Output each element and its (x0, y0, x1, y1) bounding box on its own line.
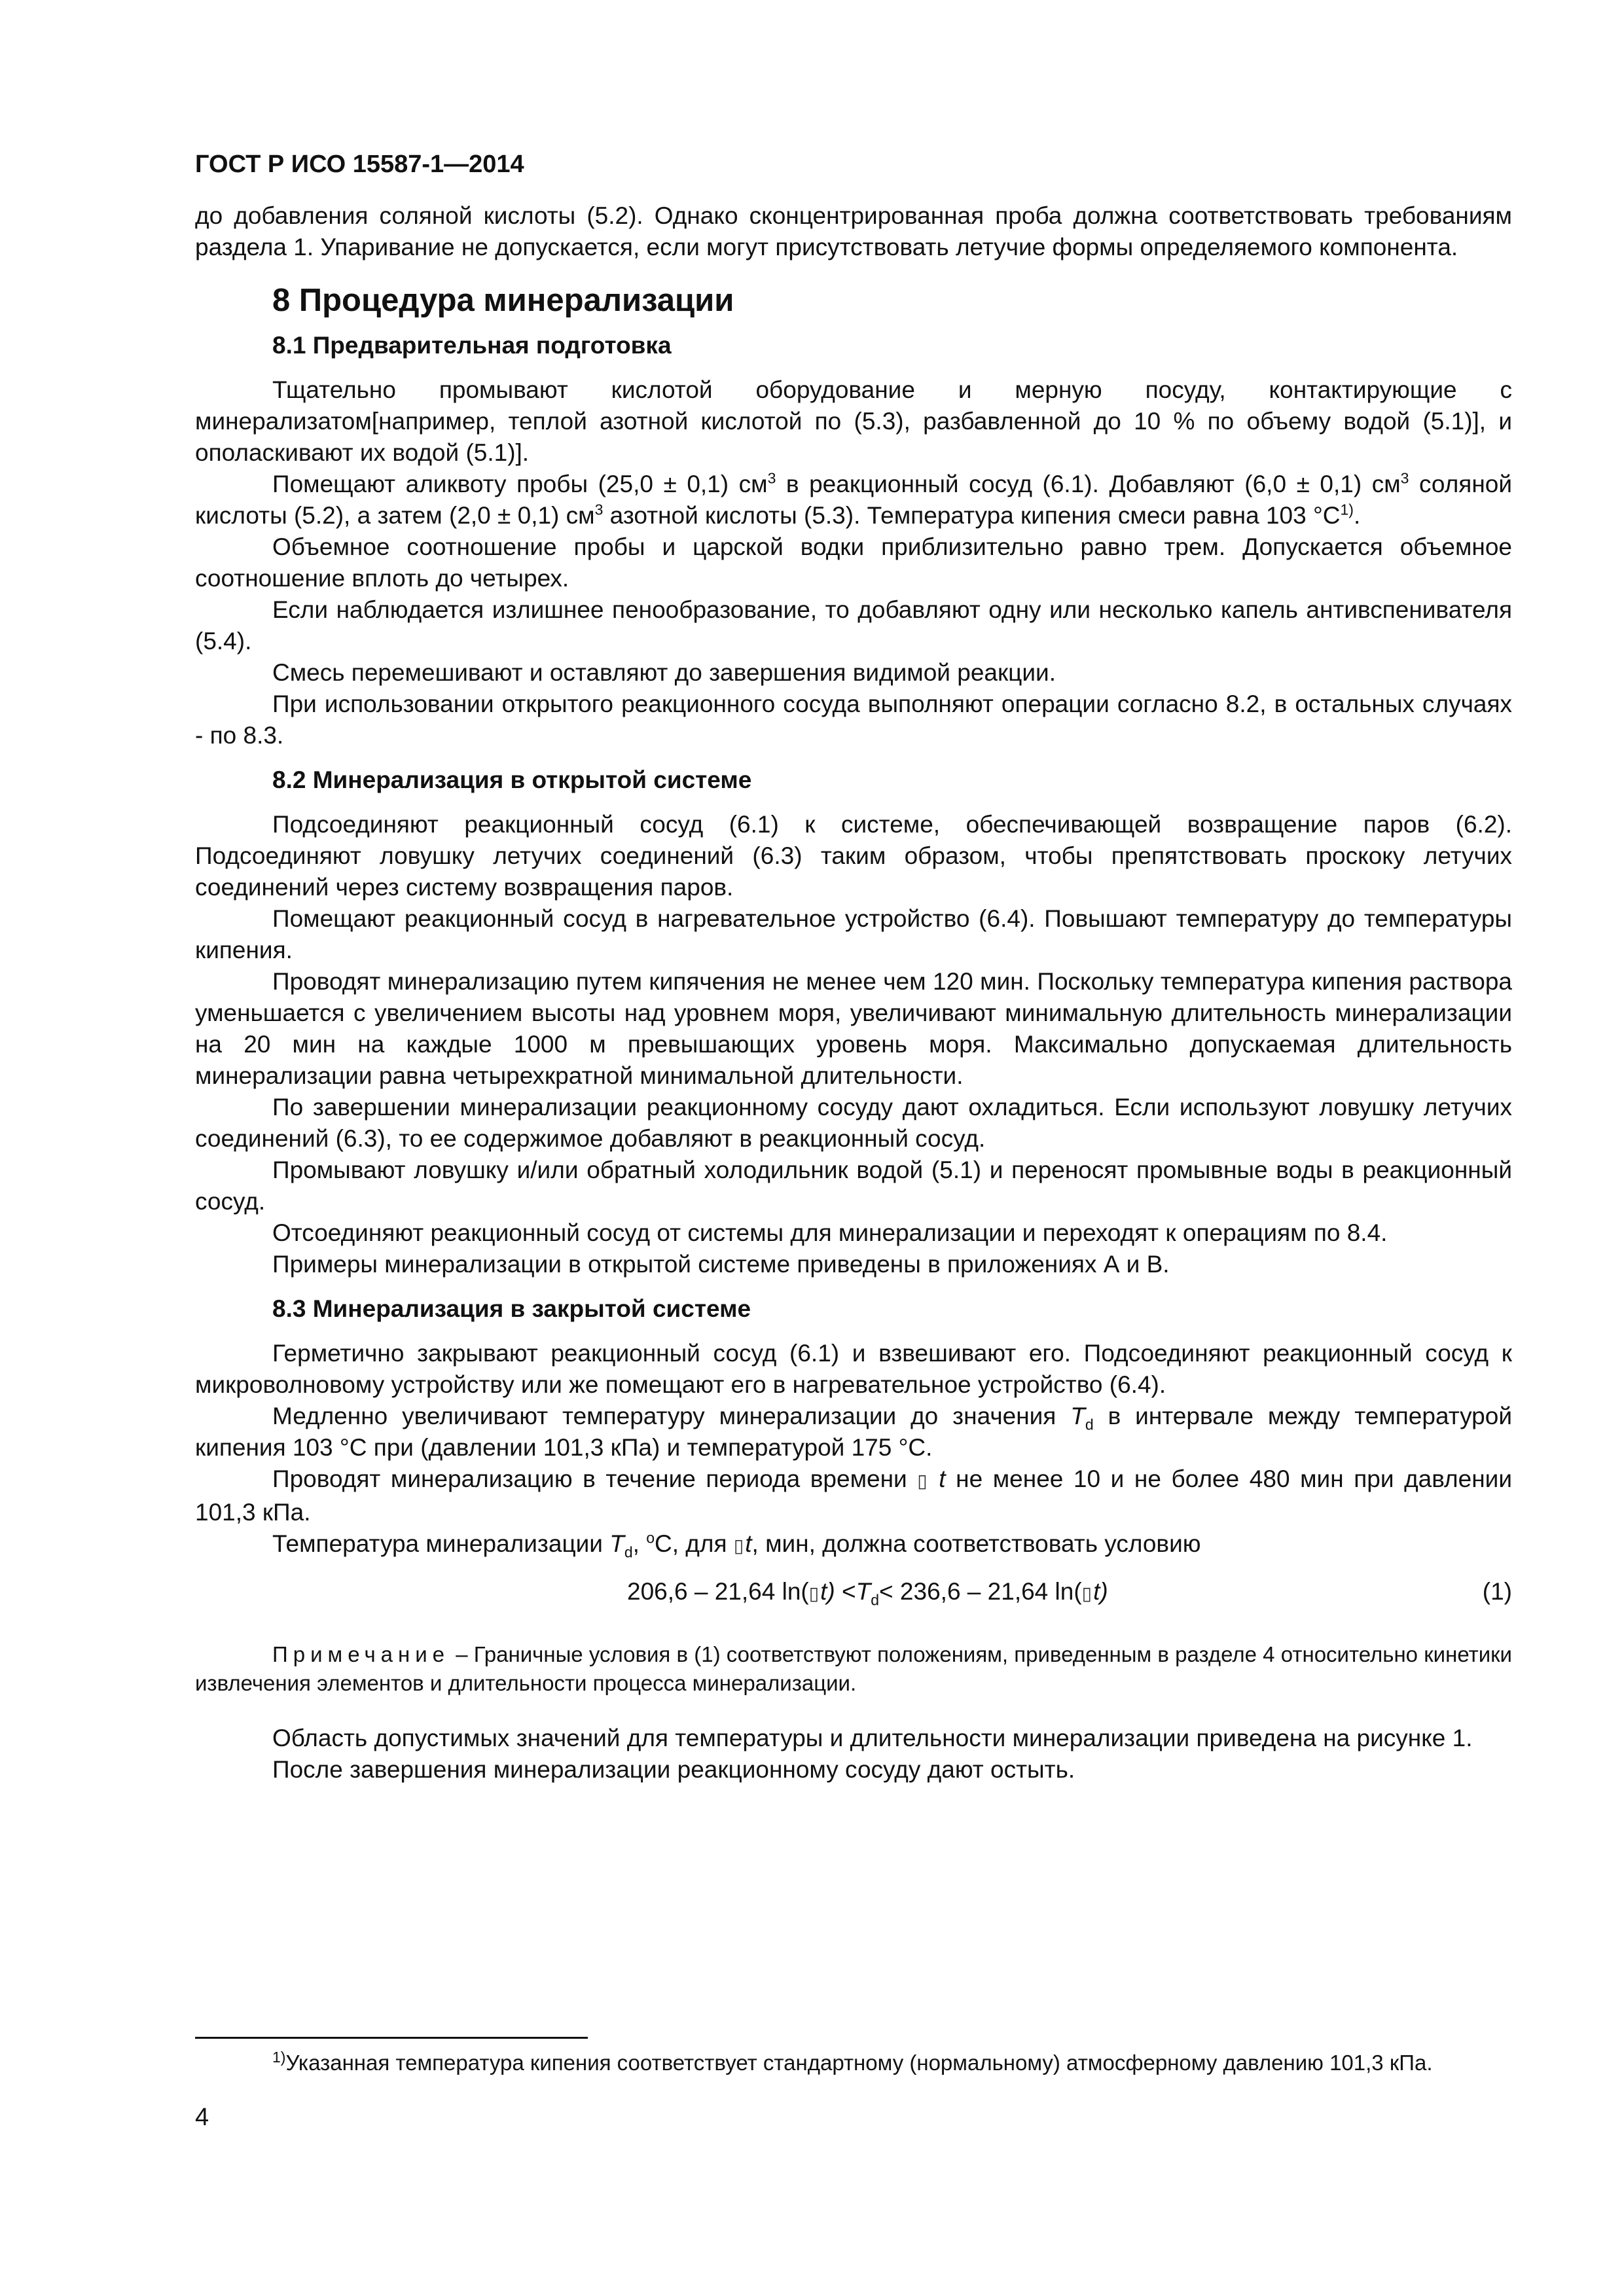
missing-glyph: ▯ (808, 1583, 821, 1604)
paragraph: Смесь перемешивают и оставляют до завершения видимой реакции. (272, 659, 1056, 686)
symbol: T (1070, 1403, 1085, 1429)
paragraph-aliquot (195, 469, 1512, 531)
paragraph: Область допустимых значений для температуры и длительности минерализации приведена на рисунке 1. (272, 1725, 1473, 1751)
formula-number: (1) (1482, 1578, 1512, 1605)
superscript: 3 (1400, 469, 1409, 487)
text: в интервале между температурой кипения 103 °С при (давлении 101,3 кПа) и температурой 175 °С. (195, 1403, 1512, 1461)
paragraph-condition (195, 1528, 1512, 1562)
paragraph: Отсоединяют реакционный сосуд от системы для минерализации и переходят к операциям по 8.4. (272, 1219, 1388, 1246)
footnote-reference: 1) (1340, 501, 1354, 518)
symbol: T (856, 1578, 871, 1605)
paragraph: Подсоединяют реакционный сосуд (6.1) к системе, обеспечивающей возвращение паров (6.2). Подсоединяют ловушку летучих соединений (6.3) таким образом, чтобы препятствовать проскоку летучих соединений через систему возвращения паров. (195, 811, 1512, 901)
text: не менее 10 и не более 480 мин при давлении 101,3 кПа. (195, 1465, 1512, 1526)
formula-1 (195, 1576, 1512, 1611)
section-8-1-title: 8.1 Предварительная подготовка (272, 332, 672, 359)
footnote-text: Указанная температура кипения соответствует стандартному (нормальному) атмосферному давлению 101,3 кПа. (285, 2051, 1433, 2075)
superscript: 3 (767, 469, 776, 487)
document-header: ГОСТ Р ИСО 15587-1—2014 (195, 151, 524, 178)
paragraph: При использовании открытого реакционного сосуда выполняют операции согласно 8.2, в остальных случаях - по 8.3. (195, 691, 1512, 749)
text: соляной кислоты (5.2), а затем (2,0 ± 0,1) см (195, 471, 1512, 529)
section-8-2-title: 8.2 Минерализация в открытой системе (272, 766, 752, 793)
text: . (1353, 502, 1361, 529)
text: < (835, 1578, 856, 1605)
formula-expression (627, 1576, 1108, 1609)
text: Проводят минерализацию в течение периода времени (272, 1465, 918, 1492)
paragraph: Если наблюдается излишнее пенообразование, то добавляют одну или несколько капель антивспенивателя (5.4). (195, 596, 1512, 655)
symbol: t (939, 1465, 946, 1492)
text: 206,6 – 21,64 ln( (627, 1578, 809, 1605)
symbol: T (609, 1530, 624, 1557)
superscript: о (646, 1529, 655, 1547)
note-label: Примечание (272, 1642, 450, 1666)
paragraph-temperature (195, 1401, 1512, 1463)
text: , мин, должна соответствовать условию (751, 1530, 1201, 1557)
paragraph: Промывают ловушку и/или обратный холодильник водой (5.1) и переносят промывные воды в реакционный сосуд. (195, 1157, 1512, 1215)
paragraph: Герметично закрывают реакционный сосуд (6.1) и взвешивают его. Подсоединяют реакционный сосуд к микроволновому устройству или же помещают его в нагревательное устройство (6.4). (195, 1340, 1512, 1398)
text: < 236,6 – 21,64 ln( (879, 1578, 1082, 1605)
paragraph: Проводят минерализацию путем кипячения не менее чем 120 мин. Поскольку температура кипения раствора уменьшается с увеличением высоты над уровнем моря, увеличивают минимальную длительность минерализации на 20 мин на каждые 1000 м превышающих уровень моря. Максимально допускаемая длительность минерализации равна четырехкратной минимальной длительности. (195, 968, 1512, 1089)
paragraph: Объемное соотношение пробы и царской водки приблизительно равно трем. Допускается объемное соотношение вплоть до четырех. (195, 533, 1512, 592)
text: Помещают аликвоту пробы (25,0 ± 0,1) см (272, 471, 768, 497)
text: в реакционный сосуд (6.1). Добавляют (6,0 ± 0,1) см (776, 471, 1401, 497)
superscript: 3 (594, 501, 604, 518)
text: , (632, 1530, 647, 1557)
symbol: t) (820, 1578, 835, 1605)
intro-paragraph: до добавления соляной кислоты (5.2). Однако сконцентрированная проба должна соответствовать требованиям раздела 1. Упаривание не допускается, если могут присутствовать летучие формы определяемого компонента. (195, 202, 1512, 260)
subscript: d (871, 1591, 880, 1609)
section-8-3-title: 8.3 Минерализация в закрытой системе (272, 1295, 751, 1322)
paragraph: После завершения минерализации реакционному сосуду дают остыть. (272, 1756, 1075, 1783)
subscript: d (1085, 1416, 1094, 1433)
footnote-divider (195, 2037, 588, 2039)
paragraph: Тщательно промывают кислотой оборудование и мерную посуду, контактирующие с минерализатом[например, теплой азотной кислотой по (5.3), разбавленной до 10 % по объему водой (5.1)], и ополаскивают их водой (5.1)]. (195, 376, 1512, 466)
subscript: d (624, 1543, 633, 1561)
missing-glyph: ▯ (917, 1471, 929, 1491)
text: Температура минерализации (272, 1530, 610, 1557)
symbol: t (745, 1530, 752, 1557)
paragraph: По завершении минерализации реакционному сосуду дают охладиться. Если используют ловушку летучих соединений (6.3), то ее содержимое добавляют в реакционный сосуд. (195, 1094, 1512, 1152)
symbol: t) (1093, 1578, 1108, 1605)
paragraph: Примеры минерализации в открытой системе приведены в приложениях А и В. (272, 1251, 1170, 1278)
page-body (195, 149, 1512, 1785)
paragraph: Помещают реакционный сосуд в нагревательное устройство (6.4). Повышают температуру до температуры кипения. (195, 905, 1512, 963)
missing-glyph: ▯ (1081, 1583, 1094, 1604)
text: С, для (655, 1530, 734, 1557)
text: Медленно увеличивают температуру минерализации до значения (272, 1403, 1071, 1429)
section-8-title: 8 Процедура минерализации (272, 283, 734, 318)
page-number: 4 (195, 2104, 209, 2131)
footnote (195, 2049, 1512, 2077)
missing-glyph: ▯ (733, 1535, 746, 1556)
note-text: – Граничные условия в (1) соответствуют положениям, приведенным в разделе 4 относительно кинетики извлечения элементов и длительности процесса минерализации. (195, 1642, 1512, 1695)
note (195, 1640, 1512, 1698)
text: азотной кислоты (5.3). Температура кипения смеси равна 103 °С (603, 502, 1341, 529)
paragraph-duration (195, 1463, 1512, 1528)
footnote-mark: 1) (272, 2049, 286, 2066)
